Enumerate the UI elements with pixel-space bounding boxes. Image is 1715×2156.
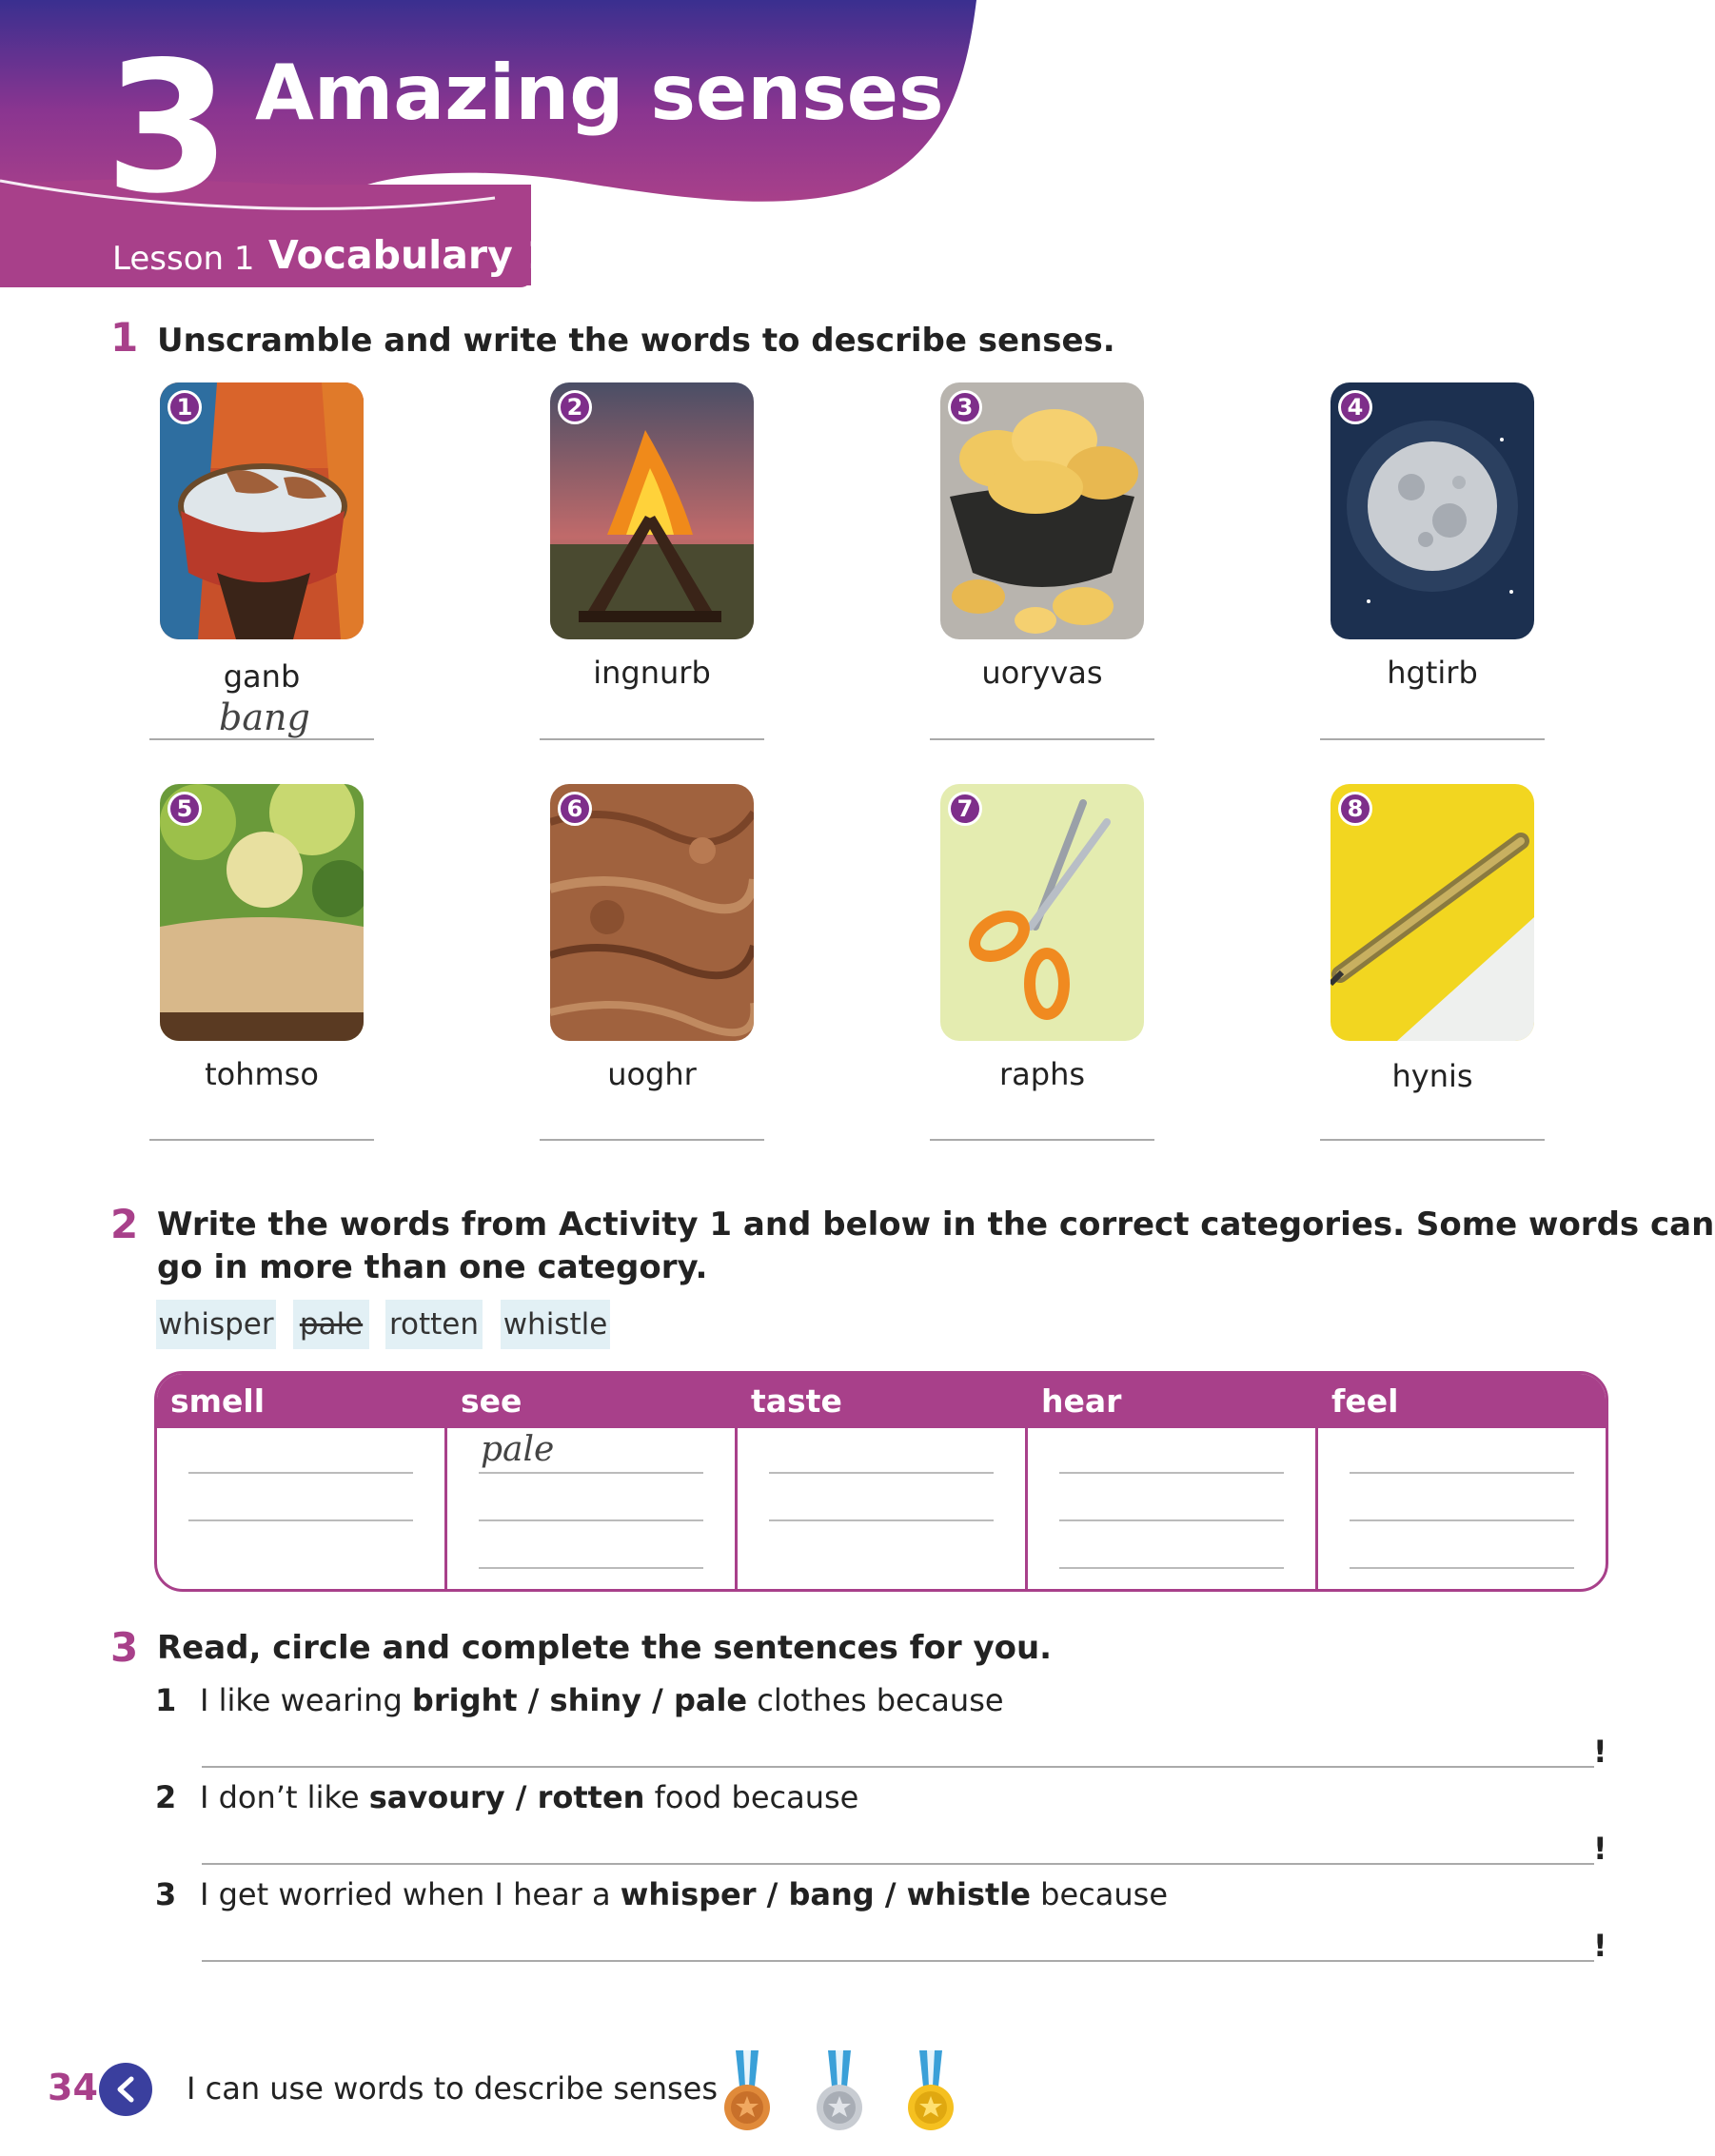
- sentence-1-number: 1: [155, 1682, 177, 1718]
- column-see: see: [461, 1382, 522, 1420]
- word-chip-whisper: whisper: [156, 1300, 276, 1349]
- activity-3-instruction: Read, circle and complete the sentences for you.: [157, 1629, 1053, 1667]
- picture-crisps: [940, 382, 1144, 639]
- word-chip-whistle: whistle: [501, 1300, 610, 1349]
- picture-scissors: [940, 784, 1144, 1041]
- item-8-badge: 8: [1338, 792, 1372, 826]
- chevron-left-icon: [114, 2076, 137, 2103]
- sentence-3-end-mark: !: [1593, 1928, 1607, 1964]
- scrambled-word-6: uoghr: [607, 1056, 697, 1092]
- feel-line-1[interactable]: [1350, 1472, 1574, 1474]
- item-7-badge: 7: [948, 792, 982, 826]
- option-pale[interactable]: pale: [673, 1682, 748, 1718]
- scrambled-word-5: tohmso: [205, 1056, 319, 1092]
- word-chip-rotten: rotten: [385, 1300, 483, 1349]
- can-do-statement: I can use words to describe senses: [187, 2070, 719, 2107]
- category-table: [154, 1371, 1608, 1592]
- picture-moon: [1331, 382, 1534, 639]
- column-divider: [444, 1374, 447, 1589]
- activity-2-instruction-line-2: go in more than one category.: [157, 1248, 708, 1286]
- answer-line-3[interactable]: [930, 738, 1154, 740]
- lesson-label: Lesson 1: [112, 240, 255, 278]
- bronze-medal-icon[interactable]: [719, 2050, 776, 2136]
- page-number: 34: [48, 2067, 98, 2108]
- answer-line-5[interactable]: [149, 1139, 374, 1141]
- back-button[interactable]: [99, 2063, 152, 2116]
- hear-line-3[interactable]: [1059, 1567, 1284, 1569]
- answer-line-7[interactable]: [930, 1139, 1154, 1141]
- picture-bonfire: [550, 382, 754, 639]
- option-shiny[interactable]: shiny: [549, 1682, 641, 1718]
- option-whisper[interactable]: whisper: [620, 1876, 757, 1912]
- sentence-3: I get worried when I hear a whisper / bang / whistle because: [200, 1876, 1168, 1912]
- hear-line-1[interactable]: [1059, 1472, 1284, 1474]
- activity-1-number: 1: [110, 314, 139, 361]
- picture-wooden-table: [160, 784, 364, 1041]
- activity-1-instruction: Unscramble and write the words to describe senses.: [157, 322, 1115, 360]
- unit-title: Amazing senses: [255, 49, 944, 137]
- answer-line-6[interactable]: [540, 1139, 764, 1141]
- sentence-1-answer-line[interactable]: [202, 1766, 1594, 1768]
- scrambled-word-7: raphs: [998, 1056, 1086, 1092]
- silver-medal-icon[interactable]: [811, 2050, 868, 2136]
- item-3-badge: 3: [948, 390, 982, 424]
- answer-1: bang: [219, 696, 310, 738]
- picture-rock: [550, 784, 754, 1041]
- option-whistle[interactable]: whistle: [906, 1876, 1031, 1912]
- smell-line-1[interactable]: [188, 1472, 413, 1474]
- item-4-badge: 4: [1338, 390, 1372, 424]
- sentence-2-number: 2: [155, 1779, 177, 1815]
- column-smell: smell: [170, 1382, 266, 1420]
- option-rotten[interactable]: rotten: [537, 1779, 645, 1815]
- sentence-2: I don’t like savoury / rotten food because: [200, 1779, 859, 1815]
- column-divider: [1025, 1374, 1028, 1589]
- hear-line-2[interactable]: [1059, 1519, 1284, 1521]
- activity-2-number: 2: [110, 1201, 139, 1247]
- scrambled-word-2: ingnurb: [593, 655, 711, 691]
- picture-pen: [1331, 784, 1534, 1041]
- column-divider: [735, 1374, 738, 1589]
- sentence-1: I like wearing bright / shiny / pale clothes because: [200, 1682, 1004, 1718]
- picture-drum: [160, 382, 364, 639]
- column-feel: feel: [1331, 1382, 1399, 1420]
- smell-line-2[interactable]: [188, 1519, 413, 1521]
- option-savoury[interactable]: savoury: [368, 1779, 505, 1815]
- word-chip-pale: pale: [293, 1300, 369, 1349]
- option-bright[interactable]: bright: [411, 1682, 518, 1718]
- sentence-3-answer-line[interactable]: [202, 1960, 1594, 1962]
- activity-3-number: 3: [110, 1624, 139, 1671]
- scrambled-word-4: hgtirb: [1387, 655, 1478, 691]
- column-taste: taste: [751, 1382, 842, 1420]
- item-6-badge: 6: [558, 792, 592, 826]
- gold-medal-icon[interactable]: [902, 2050, 959, 2136]
- column-hear: hear: [1041, 1382, 1122, 1420]
- see-line-3[interactable]: [479, 1567, 703, 1569]
- scrambled-word-3: uoryvas: [981, 655, 1103, 691]
- taste-line-1[interactable]: [769, 1472, 994, 1474]
- feel-line-3[interactable]: [1350, 1567, 1574, 1569]
- answer-line-1[interactable]: [149, 738, 374, 740]
- option-bang[interactable]: bang: [788, 1876, 875, 1912]
- item-1-badge: 1: [168, 390, 202, 424]
- see-line-2[interactable]: [479, 1519, 703, 1521]
- answer-line-2[interactable]: [540, 738, 764, 740]
- sentence-2-answer-line[interactable]: [202, 1863, 1594, 1865]
- column-divider: [1315, 1374, 1318, 1589]
- item-5-badge: 5: [168, 792, 202, 826]
- activity-2-instruction-line-1: Write the words from Activity 1 and below in the correct categories. Some words can: [157, 1205, 1715, 1244]
- feel-line-2[interactable]: [1350, 1519, 1574, 1521]
- unit-number: 3: [105, 23, 227, 233]
- sentence-2-end-mark: !: [1593, 1831, 1607, 1867]
- sentence-1-end-mark: !: [1593, 1734, 1607, 1770]
- item-2-badge: 2: [558, 390, 592, 424]
- scrambled-word-8: hynis: [1391, 1058, 1473, 1094]
- answer-line-4[interactable]: [1320, 738, 1545, 740]
- see-line-1[interactable]: [479, 1472, 703, 1474]
- answer-line-8[interactable]: [1320, 1139, 1545, 1141]
- sentence-3-number: 3: [155, 1876, 177, 1912]
- lesson-title: Vocabulary 1: [268, 232, 554, 278]
- see-example-answer: pale: [481, 1430, 555, 1469]
- taste-line-2[interactable]: [769, 1519, 994, 1521]
- scrambled-word-1: ganb: [223, 658, 301, 695]
